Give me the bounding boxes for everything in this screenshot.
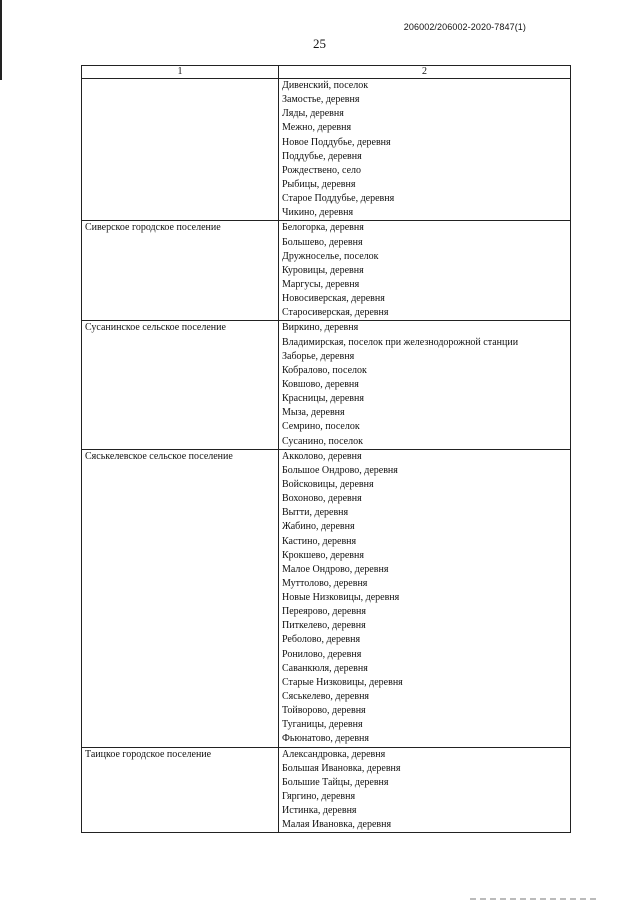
locality-item: Акколово, деревня <box>282 450 362 462</box>
locality-item: Виркино, деревня <box>282 322 359 334</box>
settlements-table <box>81 65 571 833</box>
locality-item: Новые Низковицы, деревня <box>282 592 400 604</box>
settlement-cell <box>82 79 279 221</box>
locality-item: Дружноселье, поселок <box>282 250 379 262</box>
table-body <box>82 79 571 833</box>
locality-item: Белогорка, деревня <box>282 222 364 234</box>
locality-list <box>279 79 570 220</box>
locality-list <box>279 221 570 320</box>
table-row <box>82 221 571 321</box>
locality-item: Переярово, деревня <box>282 606 366 618</box>
locality-item: Сяськелево, деревня <box>282 691 370 703</box>
locality-item: Истинка, деревня <box>282 805 357 817</box>
locality-item: Александровка, деревня <box>282 748 386 760</box>
locality-item: Старосиверская, деревня <box>282 307 389 319</box>
locality-item: Рождествено, село <box>282 164 361 176</box>
locality-item: Вытти, деревня <box>282 507 349 519</box>
locality-item: Питкелево, деревня <box>282 620 366 632</box>
localities-cell <box>279 449 571 747</box>
localities-cell <box>279 221 571 321</box>
locality-item: Кастино, деревня <box>282 535 357 547</box>
table-container <box>81 65 570 833</box>
locality-item: Туганицы, деревня <box>282 719 363 731</box>
locality-item: Межно, деревня <box>282 122 352 134</box>
table-row <box>82 321 571 449</box>
column-header-2: 2 <box>279 66 571 79</box>
settlement-cell <box>82 747 279 833</box>
locality-list <box>279 321 570 448</box>
settlement-cell <box>82 221 279 321</box>
locality-item: Сусанино, поселок <box>282 435 363 447</box>
locality-item: Жабино, деревня <box>282 521 355 533</box>
locality-item: Реболово, деревня <box>282 634 361 646</box>
settlement-name: Сусанинское сельское поселение <box>85 322 226 334</box>
scan-artifact <box>470 898 600 900</box>
locality-item: Мыза, деревня <box>282 407 345 419</box>
locality-item: Большие Тайцы, деревня <box>282 776 389 788</box>
locality-item: Саванкюля, деревня <box>282 662 368 674</box>
locality-list <box>279 450 570 747</box>
locality-item: Старое Поддубье, деревня <box>282 193 395 205</box>
locality-item: Старые Низковицы, деревня <box>282 676 403 688</box>
locality-item: Новосиверская, деревня <box>282 293 385 305</box>
table-row <box>82 449 571 747</box>
locality-list <box>279 748 570 833</box>
locality-item: Семрино, поселок <box>282 421 360 433</box>
localities-cell <box>279 79 571 221</box>
locality-item: Тойворово, деревня <box>282 705 366 717</box>
locality-item: Замостье, деревня <box>282 94 360 106</box>
locality-item: Кобралово, поселок <box>282 364 367 376</box>
settlement-name: Таицкое городское поселение <box>85 748 212 760</box>
locality-item: Муттолово, деревня <box>282 577 368 589</box>
locality-item: Владимирская, поселок при железнодорожной станции <box>282 336 519 348</box>
settlement-cell <box>82 449 279 747</box>
locality-item: Маргусы, деревня <box>282 278 360 290</box>
locality-item: Ковшово, деревня <box>282 378 359 390</box>
locality-item: Поддубье, деревня <box>282 150 362 162</box>
locality-item: Крокшево, деревня <box>282 549 364 561</box>
locality-item: Дивенский, поселок <box>282 80 369 91</box>
locality-item: Ляды, деревня <box>282 108 344 120</box>
settlement-name: Сиверское городское поселение <box>85 222 221 234</box>
localities-cell <box>279 747 571 833</box>
locality-item: Большая Ивановка, деревня <box>282 762 401 774</box>
localities-cell <box>279 321 571 449</box>
page-number: 25 <box>313 36 326 51</box>
locality-item: Большое Ондрово, деревня <box>282 464 398 476</box>
locality-item: Заборье, деревня <box>282 350 355 362</box>
table-row <box>82 747 571 833</box>
table-row <box>82 79 571 221</box>
locality-item: Малая Ивановка, деревня <box>282 819 392 831</box>
settlement-name: Сяськелевское сельское поселение <box>85 450 233 462</box>
column-header-1: 1 <box>82 66 279 79</box>
locality-item: Фьюнатово, деревня <box>282 733 369 745</box>
locality-item: Большево, деревня <box>282 236 363 248</box>
settlement-cell <box>82 321 279 449</box>
locality-item: Чикино, деревня <box>282 207 354 219</box>
locality-item: Рыбицы, деревня <box>282 178 356 190</box>
locality-item: Куровицы, деревня <box>282 264 364 276</box>
document-code: 206002/206002-2020-7847(1) <box>403 22 526 32</box>
locality-item: Вохоново, деревня <box>282 493 362 505</box>
table-header-row <box>82 66 571 79</box>
locality-item: Войсковицы, деревня <box>282 478 374 490</box>
locality-item: Ронилово, деревня <box>282 648 362 660</box>
locality-item: Гяргино, деревня <box>282 791 356 803</box>
locality-item: Малое Ондрово, деревня <box>282 563 389 575</box>
locality-item: Новое Поддубье, деревня <box>282 136 391 148</box>
locality-item: Красницы, деревня <box>282 393 364 405</box>
